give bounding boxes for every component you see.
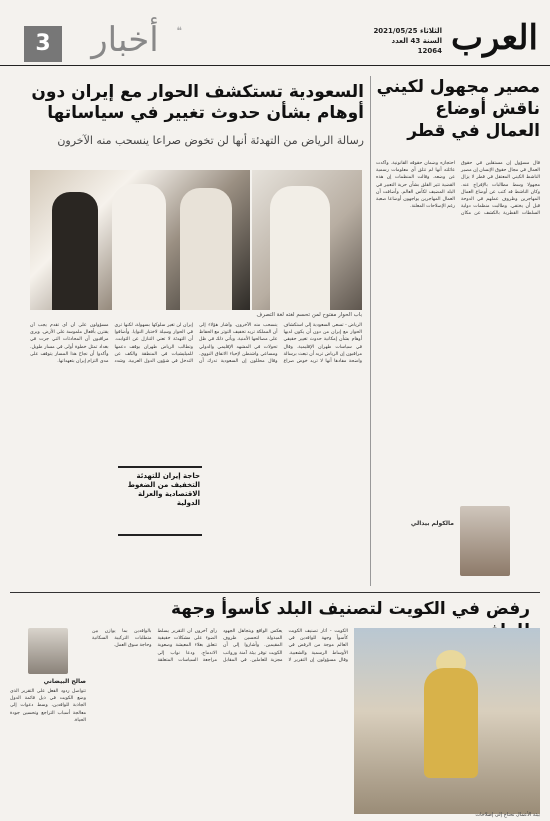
bottom-headline[interactable]: رفض في الكويت لتصنيف البلد كأسوأ وجهة bbox=[170, 599, 530, 619]
columnist-body: تتواصل ردود الفعل على التقرير الذي وضع الكويت في ذيل قائمة الدول الجاذبة للوافدين، وسط دعوات إلى معالجة أسباب التراجع وتحسين جودة الحياة. bbox=[10, 689, 86, 723]
worker-photo-caption: بيئة الأعمال تحتاج إلى إصلاحات bbox=[475, 812, 540, 818]
lead-body: الرياض - تسعى السعودية إلى استكشاف الحوار مع إيران من دون أن يكون لديها أوهام بشأن إمكانية حدوث تغيير حقيقي في سياسات طهران الإقليمية. وقال مراقبون إن الرياض تريد أن تبعث برسالة واضحة مفادها أنها لا تريد خوض صراع ينسحب منه الآخرون. وأشار هؤلاء إلى أن المملكة تريد تخفيف التوتر مع الحفاظ على مصالحها الأمنية. ويأتي ذلك في ظل تحولات في المشهد الإقليمي والدولي ومساعي واشنطن لإحياء الاتفاق النووي. وقال محللون إن السعودية تدرك أن إيران لن تغير سلوكها بسهولة، لكنها ترى في الحوار وسيلة لاختبار النوايا. وأضافوا أن التهدئة لا تعني التنازل عن الثوابت. وتطالب الرياض طهران بوقف دعمها للميليشيات في المنطقة والكف عن التدخل في شؤون الدول العربية. وشدد مسؤولون على أن أي تقدم يجب أن يقترن بأفعال ملموسة على الأرض. ويرى مراقبون أن المحادثات التي جرت في بغداد تمثل خطوة أولى في مسار طويل. وأكدوا أن نجاح هذا المسار يتوقف على مدى التزام إيران بتعهداتها. bbox=[30, 323, 362, 365]
author-photo bbox=[460, 506, 510, 576]
photo-figure bbox=[52, 192, 98, 310]
issue-info bbox=[372, 26, 442, 56]
bottom-body: الكويت - أثار تصنيف الكويت كأسوأ وجهة للوافدين في العالم موجة من الرفض في الأوساط الرسمية والشعبية. وقال مسؤولون إن التقرير لا يعكس الواقع ويتجاهل الجهود المبذولة لتحسين ظروف المقيمين. وأشاروا إلى أن الكويت توفر بيئة آمنة ورواتب مجزية للعاملين. في المقابل رأى آخرون أن التقرير يسلط الضوء على مشكلات حقيقية تتعلق بغلاء المعيشة وصعوبة الاندماج. ودعا نواب إلى مراجعة السياسات المتعلقة بالوافدين بما يوازن بين متطلبات التركيبة السكانية وحاجة سوق العمل. bbox=[92, 629, 348, 663]
lead-photo-caption: باب الحوار مفتوح لمن تحسم لغته لغة التصرف bbox=[256, 312, 362, 318]
lead-photo[interactable] bbox=[30, 170, 250, 310]
oped-headline[interactable]: مصير مجهول لكيني ناقش أوضاع العمال في قطر bbox=[376, 77, 540, 141]
photo-figure bbox=[180, 188, 232, 310]
lead-pullquote: حاجة إيران للتهدئة التخفيف من الضغوط الاقتصادية والعزلة الدولية bbox=[118, 466, 202, 536]
quote-mark-icon: ❝ bbox=[176, 26, 182, 37]
masthead bbox=[0, 0, 550, 66]
oped-body: قال مسؤول إن مستقلين في حقوق العمال في مجال حقوق الإنسان إن مصير الناشط الكيني المعتقل في قطر لا يزال مجهولا وسط مطالبات بالإفراج عنه. وكان الناشط قد كتب عن أوضاع العمال المهاجرين وظروف عملهم في الدوحة قبل أن يختفي. وطالبت منظمات دولية السلطات القطرية بالكشف عن مكان احتجازه وضمان حقوقه القانونية. وأكدت عائلته أنها لم تتلق أي معلومات رسمية عن وضعه. وقالت المنظمات إن هذه القضية تثير القلق بشأن حرية التعبير في البلد المضيف لكأس العالم. وأضافت أن العمال المهاجرين يواجهون أوضاعا صعبة رغم الإصلاحات المعلنة. bbox=[376, 161, 540, 217]
issue-date: الثلاثاء 2021/05/25 bbox=[373, 27, 442, 35]
lead-headline[interactable]: السعودية تستكشف الحوار مع إيران دون أوهام بشأن حدوث تغيير في سياساتها bbox=[31, 82, 364, 123]
page-number: 3 bbox=[24, 26, 62, 62]
column-divider bbox=[370, 76, 371, 586]
lead-photo-secondary[interactable] bbox=[252, 170, 362, 310]
columnist-name: صالح البيضاني bbox=[43, 678, 86, 685]
photo-figure bbox=[112, 184, 166, 310]
issue-number: السنة 43 العدد 12064 bbox=[391, 37, 442, 55]
columnist-photo bbox=[28, 628, 68, 674]
section-title: أخبار bbox=[91, 20, 159, 60]
lead-subheadline: رسالة الرياض من التهدئة أنها لن تخوض صراعا ينسحب منه الآخرون bbox=[57, 134, 364, 147]
section-divider bbox=[10, 592, 540, 593]
author-name: مالكولم بيدالي bbox=[410, 520, 454, 527]
photo-figure bbox=[270, 186, 330, 310]
worker-photo[interactable] bbox=[354, 628, 540, 814]
newspaper-logo[interactable]: العرب bbox=[451, 18, 538, 58]
photo-figure bbox=[424, 668, 478, 778]
side-profile bbox=[10, 628, 86, 814]
